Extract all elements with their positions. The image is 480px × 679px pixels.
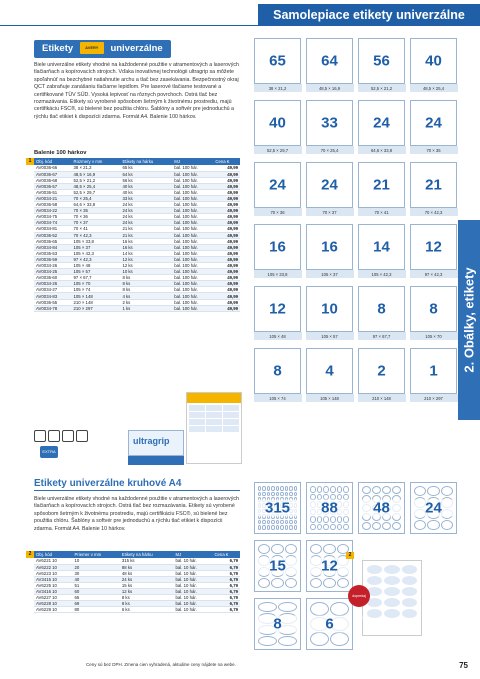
table-cell: 210 × 148 (71, 299, 120, 305)
table-cell: 21 ks (120, 226, 172, 232)
table-cell: AV0036-53 (34, 250, 71, 256)
table-cell: 16 ks (120, 238, 172, 244)
column-header: Obj. kód (34, 551, 72, 558)
column-header: Etikety na hárku (120, 158, 172, 165)
table-cell: bal. 100 hár. (172, 232, 213, 238)
table-cell: 97 × 42,3 (71, 256, 120, 262)
table-cell: bal. 100 hár. (172, 183, 213, 189)
table-cell: AV0034-25 (34, 269, 71, 275)
column-header: Cena € (213, 158, 240, 165)
table-cell: 38 × 21,2 (71, 165, 120, 171)
table-cell: AV6227 10 (34, 595, 72, 601)
table-cell: bal. 100 hár. (172, 275, 213, 281)
table-cell: 12 ks (120, 588, 174, 594)
table-row (34, 607, 240, 613)
label-sheet-preview (358, 162, 405, 215)
table-cell: bal. 10 hár. (174, 582, 213, 588)
product-image-1 (186, 392, 242, 464)
header-rule (0, 25, 480, 26)
table-cell: 6,79 (212, 564, 240, 570)
table-cell: 51 (72, 582, 119, 588)
table-cell: 88 ks (120, 564, 174, 570)
label-sheet-preview (410, 162, 457, 215)
column-header: MJ (172, 158, 213, 165)
table-cell: bal. 10 hár. (174, 558, 213, 564)
table-cell: 8 ks (120, 275, 172, 281)
labels-per-sheet: 24 (425, 114, 442, 132)
labels-per-sheet: 21 (425, 176, 442, 194)
label-dimensions: 105 × 48 (269, 334, 286, 339)
table-cell: bal. 10 hár. (174, 564, 213, 570)
labels-per-sheet: 2 (377, 362, 386, 380)
table-cell: AV0034-21 (34, 195, 71, 201)
table-cell: AV0036-60 (34, 275, 71, 281)
label-dimensions: 97 × 67,7 (372, 334, 391, 339)
table-cell: 49,99 (213, 226, 240, 232)
table-cell: 315 ks (120, 558, 174, 564)
table-cell: 24 ks (120, 208, 172, 214)
table-cell: 49,99 (213, 177, 240, 183)
column-header: Obj. kód (34, 158, 71, 165)
table-cell: AV6221 10 (34, 558, 72, 564)
table-cell: AV0034-84 (34, 244, 71, 250)
table-cell: AV0034-27 (34, 287, 71, 293)
label-sheet-preview (410, 286, 457, 339)
labels-per-sheet: 40 (425, 52, 442, 70)
labels-per-sheet: 24 (411, 500, 456, 517)
label-sheet-preview (410, 38, 457, 91)
table-cell: 6 ks (120, 607, 174, 613)
table-cell: 10 (72, 558, 119, 564)
column-header: Etikety na hárku (120, 551, 174, 558)
ultragrip-banner (128, 430, 184, 456)
labels-per-sheet: 12 (269, 300, 286, 318)
section1-title (34, 40, 171, 58)
table-cell: 49,99 (213, 287, 240, 293)
label-dimensions: 105 × 37 (321, 272, 338, 277)
table-cell: AV6229 10 (34, 607, 72, 613)
label-sheet-preview (358, 38, 405, 91)
table-cell: 2 ks (120, 299, 172, 305)
table-cell: bal. 100 hár. (172, 202, 213, 208)
table-row (34, 305, 240, 311)
label-dimensions: 70 × 37 (322, 210, 337, 215)
price-table-1 (34, 158, 240, 312)
label-sheet-preview (410, 348, 457, 401)
table-cell: bal. 100 hár. (172, 299, 213, 305)
labels-per-sheet: 24 (373, 114, 390, 132)
table-cell: 48,5 × 16,9 (71, 171, 120, 177)
table-cell: 80 (72, 607, 119, 613)
table-cell: AV6228 10 (34, 601, 72, 607)
table-cell: 70 × 42,3 (71, 232, 120, 238)
table-cell: 49,99 (213, 183, 240, 189)
extra-badge-icon: EXTRA (40, 446, 58, 458)
table-cell: 105 × 70 (71, 281, 120, 287)
table-cell: bal. 100 hár. (172, 269, 213, 275)
label-sheet-preview (306, 348, 353, 401)
table-cell: 49,99 (213, 299, 240, 305)
table-cell: 21 ks (120, 232, 172, 238)
table-cell: 105 × 42,3 (71, 250, 120, 256)
table-cell: 60 (72, 588, 119, 594)
table-cell: 49,99 (213, 281, 240, 287)
table-cell: 8 ks (120, 595, 174, 601)
table-cell: 6,79 (212, 558, 240, 564)
column-header: Cena € (212, 551, 240, 558)
table-cell: 49,99 (213, 244, 240, 250)
table-cell: AV0034-22 (34, 208, 71, 214)
labels-per-sheet: 12 (425, 238, 442, 256)
labels-per-sheet: 8 (429, 300, 438, 318)
table-cell: bal. 100 hár. (172, 195, 213, 201)
table-cell: AV0034-78 (34, 305, 71, 311)
label-sheet-preview (358, 224, 405, 277)
copier-icon (62, 430, 74, 442)
product-image-2 (362, 560, 422, 636)
package-title: Balenie 100 hárkov (34, 150, 87, 156)
table-cell: 6,79 (212, 576, 240, 582)
table-cell: bal. 10 hár. (174, 576, 213, 582)
labels-per-sheet: 24 (269, 176, 286, 194)
label-dimensions: 52,5 × 29,7 (266, 148, 289, 153)
section2-badge: 2 (26, 551, 34, 558)
table-cell: 97 × 67,7 (71, 275, 120, 281)
table-cell: 64,6 × 33,8 (71, 202, 120, 208)
round-label-preview (254, 482, 301, 534)
table-cell: AV0036-57 (34, 183, 71, 189)
table-cell: 64 ks (120, 171, 172, 177)
table-cell: bal. 100 hár. (172, 256, 213, 262)
labels-per-sheet: 16 (269, 238, 286, 256)
table-cell: bal. 10 hár. (174, 595, 213, 601)
footer-note: Ceny sú bez DPH. Zmena cien vyhradená, aktuálne ceny nájdete na webe. (86, 662, 236, 667)
table-cell: bal. 10 hár. (174, 588, 213, 594)
labels-per-sheet: 6 (307, 616, 352, 633)
table-cell: AV0036-58 (34, 202, 71, 208)
labels-per-sheet: 12 (307, 558, 352, 575)
labels-per-sheet: 15 (255, 558, 300, 575)
label-dimensions: 52,5 × 21,2 (370, 86, 393, 91)
labels-per-sheet: 8 (273, 362, 282, 380)
table-cell: bal. 100 hár. (172, 189, 213, 195)
table-cell: 40 ks (120, 189, 172, 195)
table-cell: 24 ks (120, 214, 172, 220)
table-cell: 8 ks (120, 281, 172, 287)
table-cell: 49,99 (213, 232, 240, 238)
table-cell: 49,99 (213, 171, 240, 177)
label-sheet-preview (254, 38, 301, 91)
labels-per-sheet: 315 (255, 500, 300, 517)
table-cell: 12 ks (120, 263, 172, 269)
table-cell: bal. 100 hár. (172, 250, 213, 256)
label-sheet-preview (254, 224, 301, 277)
label-dimensions: 48,5 × 16,9 (318, 86, 341, 91)
table-cell: bal. 100 hár. (172, 281, 213, 287)
labels-per-sheet: 88 (307, 500, 352, 517)
table-cell: 49,99 (213, 305, 240, 311)
sale-badge: dopredaj 2023 (348, 585, 370, 607)
table-cell: 49,99 (213, 220, 240, 226)
labels-per-sheet: 1 (429, 362, 438, 380)
section1-title-prefix: Etikety (42, 43, 74, 54)
labels-per-sheet: 64 (321, 52, 338, 70)
labels-per-sheet: 40 (269, 114, 286, 132)
table-cell: AV0034-81 (34, 226, 71, 232)
inkjet-printer-icon (48, 430, 60, 442)
promo-strip (128, 456, 184, 465)
table-cell: 52,5 × 29,7 (71, 189, 120, 195)
label-dimensions: 105 × 70 (425, 334, 442, 339)
table-cell: AV0036-55 (34, 299, 71, 305)
table-cell: 49,99 (213, 256, 240, 262)
label-sheet-preview (410, 224, 457, 277)
labels-per-sheet: 8 (377, 300, 386, 318)
labels-per-sheet: 33 (321, 114, 338, 132)
table-cell: 48 ks (120, 570, 174, 576)
table-cell: 105 × 57 (71, 269, 120, 275)
table-cell: 30 (72, 570, 119, 576)
table-cell: AV3415 10 (34, 576, 72, 582)
table-cell: 105 × 48 (71, 263, 120, 269)
table-cell: 6,79 (212, 588, 240, 594)
table-cell: 6,79 (212, 595, 240, 601)
labels-per-sheet: 10 (321, 300, 338, 318)
table-cell: 12 ks (120, 256, 172, 262)
avery-logo-icon: AVERY (80, 42, 104, 54)
label-sheet-preview (254, 286, 301, 339)
table-cell: 24 ks (120, 202, 172, 208)
table-cell: bal. 10 hár. (174, 601, 213, 607)
label-sheet-preview (306, 100, 353, 153)
section1-badge: 1 (26, 158, 34, 165)
table-cell: 65 (72, 595, 119, 601)
table-cell: bal. 100 hár. (172, 263, 213, 269)
round-label-preview (410, 482, 457, 534)
labels-per-sheet: 48 (359, 500, 404, 517)
column-header: Rozmery v mm (71, 158, 120, 165)
table-cell: bal. 100 hár. (172, 305, 213, 311)
table-cell: 49,99 (213, 208, 240, 214)
table-header (34, 551, 240, 558)
table-cell: 70 × 35 (71, 208, 120, 214)
table-cell: AV0036-66 (34, 165, 71, 171)
round-label-preview (306, 598, 353, 650)
table-cell: 52,5 × 21,2 (71, 177, 120, 183)
laser-printer-icon (34, 430, 46, 442)
labels-per-sheet: 56 (373, 52, 390, 70)
table-cell: AV0036-67 (34, 171, 71, 177)
table-cell: 70 × 25,4 (71, 195, 120, 201)
label-sheet-preview (358, 100, 405, 153)
labels-per-sheet: 8 (255, 616, 300, 633)
product-badge-2: 2 (346, 552, 354, 559)
table-cell: 33 ks (120, 195, 172, 201)
label-dimensions: 70 × 35 (426, 148, 441, 153)
table-cell: 105 × 37 (71, 244, 120, 250)
label-dimensions: 97 × 42,3 (424, 272, 443, 277)
table-cell: AV0036-59 (34, 256, 71, 262)
table-cell: 49,99 (213, 165, 240, 171)
table-cell: 49,99 (213, 263, 240, 269)
table-cell: 6,79 (212, 570, 240, 576)
label-sheet-preview (306, 162, 353, 215)
table-cell: bal. 100 hár. (172, 287, 213, 293)
label-dimensions: 105 × 57 (321, 334, 338, 339)
table-cell: 49,99 (213, 189, 240, 195)
table-cell: bal. 100 hár. (172, 238, 213, 244)
table-cell: 8 ks (120, 601, 174, 607)
labels-per-sheet: 21 (373, 176, 390, 194)
label-dimensions: 38 × 21,2 (268, 86, 287, 91)
table-cell: 48,5 × 25,4 (71, 183, 120, 189)
table-cell: bal. 100 hár. (172, 293, 213, 299)
table-cell: bal. 100 hár. (172, 165, 213, 171)
label-dimensions: 70 × 42,3 (424, 210, 443, 215)
table-cell: 210 × 297 (71, 305, 120, 311)
label-dimensions: 70 × 25,4 (320, 148, 339, 153)
table-cell: bal. 100 hár. (172, 220, 213, 226)
table-cell: bal. 100 hár. (172, 226, 213, 232)
table-cell: AV0034-83 (34, 293, 71, 299)
table-cell: 49,99 (213, 195, 240, 201)
label-sheet-preview (254, 162, 301, 215)
table-cell: 1 ks (120, 305, 172, 311)
table-cell: 70 × 36 (71, 214, 120, 220)
label-sheet-preview (358, 348, 405, 401)
table-cell: 56 ks (120, 177, 172, 183)
label-dimensions: 70 × 36 (270, 210, 285, 215)
table-cell: AV0034-26 (34, 263, 71, 269)
table-cell: 105 × 74 (71, 287, 120, 293)
table-cell: 49,99 (213, 275, 240, 281)
column-header: MJ (174, 551, 213, 558)
round-label-preview (254, 540, 301, 592)
label-dimensions: 105 × 74 (269, 396, 286, 401)
table-cell: bal. 100 hár. (172, 208, 213, 214)
round-label-preview (306, 540, 353, 592)
table-cell: AV6222 10 (34, 564, 72, 570)
table-cell: 15 ks (120, 582, 174, 588)
section2-description: Biele univerzálne etikety vhodné na každodenné použitie v atramentových a laserových tlačiarňach a kopírovacích strojoch. Ostrá tlač bez rozmazávania. Etikety sú vyrobené spôsobom šetrným k životnému prostrediu, majú certifikáciu FSC®, sú bielené bez použitia chlóru. Šablóny a softvér pre jednoduchú a rýchlu tlač etikiet k dispozícii zdarma. Formát A4. Balenie 10 hárkov. (34, 496, 239, 532)
label-dimensions: 210 × 148 (372, 396, 391, 401)
table-cell: 24 ks (120, 220, 172, 226)
fsc-icon (76, 430, 88, 442)
labels-per-sheet: 14 (373, 238, 390, 256)
table-cell: 40 ks (120, 183, 172, 189)
table-header (34, 158, 240, 165)
table-cell: 49,99 (213, 238, 240, 244)
table-cell: AV0036-68 (34, 177, 71, 183)
table-cell: 40 (72, 576, 119, 582)
round-label-preview (306, 482, 353, 534)
labels-per-sheet: 4 (325, 362, 334, 380)
table-cell: 70 × 41 (71, 226, 120, 232)
table-cell: 8 ks (120, 287, 172, 293)
table-cell: AV6225 10 (34, 582, 72, 588)
table-cell: AV0036-65 (34, 238, 71, 244)
section2-rule (34, 490, 240, 491)
table-cell: 49,99 (213, 293, 240, 299)
round-label-preview (254, 598, 301, 650)
table-cell: 16 ks (120, 244, 172, 250)
label-sheet-preview (254, 100, 301, 153)
table-cell: 10 ks (120, 269, 172, 275)
label-dimensions: 64,6 × 33,8 (370, 148, 393, 153)
label-sheet-preview (358, 286, 405, 339)
label-dimensions: 105 × 148 (320, 396, 339, 401)
page-number: 75 (459, 661, 468, 670)
label-sheet-preview (254, 348, 301, 401)
label-dimensions: 105 × 33,8 (267, 272, 288, 277)
table-cell: 105 × 33,8 (71, 238, 120, 244)
table-cell: 69 (72, 601, 119, 607)
table-cell: 105 × 148 (71, 293, 120, 299)
table-cell: 49,99 (213, 202, 240, 208)
table-cell: AV0034-74 (34, 220, 71, 226)
table-cell: AV0034-26 (34, 281, 71, 287)
label-sheet-preview (306, 38, 353, 91)
table-cell: 4 ks (120, 293, 172, 299)
table-cell: bal. 100 hár. (172, 214, 213, 220)
column-header: Priemer v mm (72, 551, 119, 558)
labels-per-sheet: 65 (269, 52, 286, 70)
feature-icons (34, 430, 88, 442)
section2-title: Etikety univerzálne kruhové A4 (34, 478, 182, 489)
table-cell: 14 ks (120, 250, 172, 256)
label-sheet-preview (306, 286, 353, 339)
table-cell: 6,79 (212, 607, 240, 613)
labels-per-sheet: 16 (321, 238, 338, 256)
label-sheet-preview (306, 224, 353, 277)
label-dimensions: 70 × 41 (374, 210, 389, 215)
table-cell: AV0036-51 (34, 189, 71, 195)
table-cell: AV0034-75 (34, 214, 71, 220)
table-cell: 65 ks (120, 165, 172, 171)
labels-per-sheet: 24 (321, 176, 338, 194)
table-cell: AV3416 10 (34, 588, 72, 594)
round-label-preview (358, 482, 405, 534)
table-cell: 49,99 (213, 250, 240, 256)
section1-title-suffix: univerzálne (110, 43, 163, 54)
table-cell: bal. 100 hár. (172, 171, 213, 177)
table-cell: bal. 100 hár. (172, 244, 213, 250)
table-cell: AV6223 10 (34, 570, 72, 576)
side-tab-label: 2. Obálky, etikety (461, 267, 477, 373)
table-cell: 70 × 37 (71, 220, 120, 226)
table-cell: 6,79 (212, 582, 240, 588)
table-cell: 24 ks (120, 576, 174, 582)
section1-description: Biele univerzálne etikety vhodné na každodenné použitie v atramentových a laserových tlačiarňach a kopírovacích strojoch. Vďaka inovatívnej technológii ultragrip sa môžete spoľahnúť na bezchybné natiahnutie archu a tlač bez zasekávania. Bezpečnostný okraj QCT zabraňuje zanášaniu tlačiarne lepidlom. Pre laserové tlačiarne testované a certifikované TÜV SÜD. Vysoká lepivosť na rôznych povrchoch. Ostrá tlač bez rozmazávania. Etikety sú vyrobené spôsobom šetrným k životnému prostrediu, majú certifikáciu FSC®, sú bielené bez použitia chlóru. Šablóny a softvér pre jednoduchú a rýchlu tlač etikiet k dispozícii zdarma. Formát A4. Balenie 100 hárkov. (34, 62, 239, 120)
table-cell: 20 (72, 564, 119, 570)
label-dimensions: 105 × 42,3 (371, 272, 392, 277)
table-cell: bal. 100 hár. (172, 177, 213, 183)
ultragrip-label: ultragrip (133, 436, 170, 446)
table-cell: AV0036-52 (34, 232, 71, 238)
side-tab[interactable] (458, 220, 480, 420)
page-header: Samolepiace etikety univerzálne (258, 4, 480, 26)
label-sheet-preview (410, 100, 457, 153)
table-cell: 49,99 (213, 214, 240, 220)
table-cell: bal. 10 hár. (174, 607, 213, 613)
label-dimensions: 48,5 × 25,4 (422, 86, 445, 91)
table-cell: 6,79 (212, 601, 240, 607)
table-cell: bal. 10 hár. (174, 570, 213, 576)
label-dimensions: 210 × 297 (424, 396, 443, 401)
price-table-2 (34, 551, 240, 613)
table-cell: 49,99 (213, 269, 240, 275)
